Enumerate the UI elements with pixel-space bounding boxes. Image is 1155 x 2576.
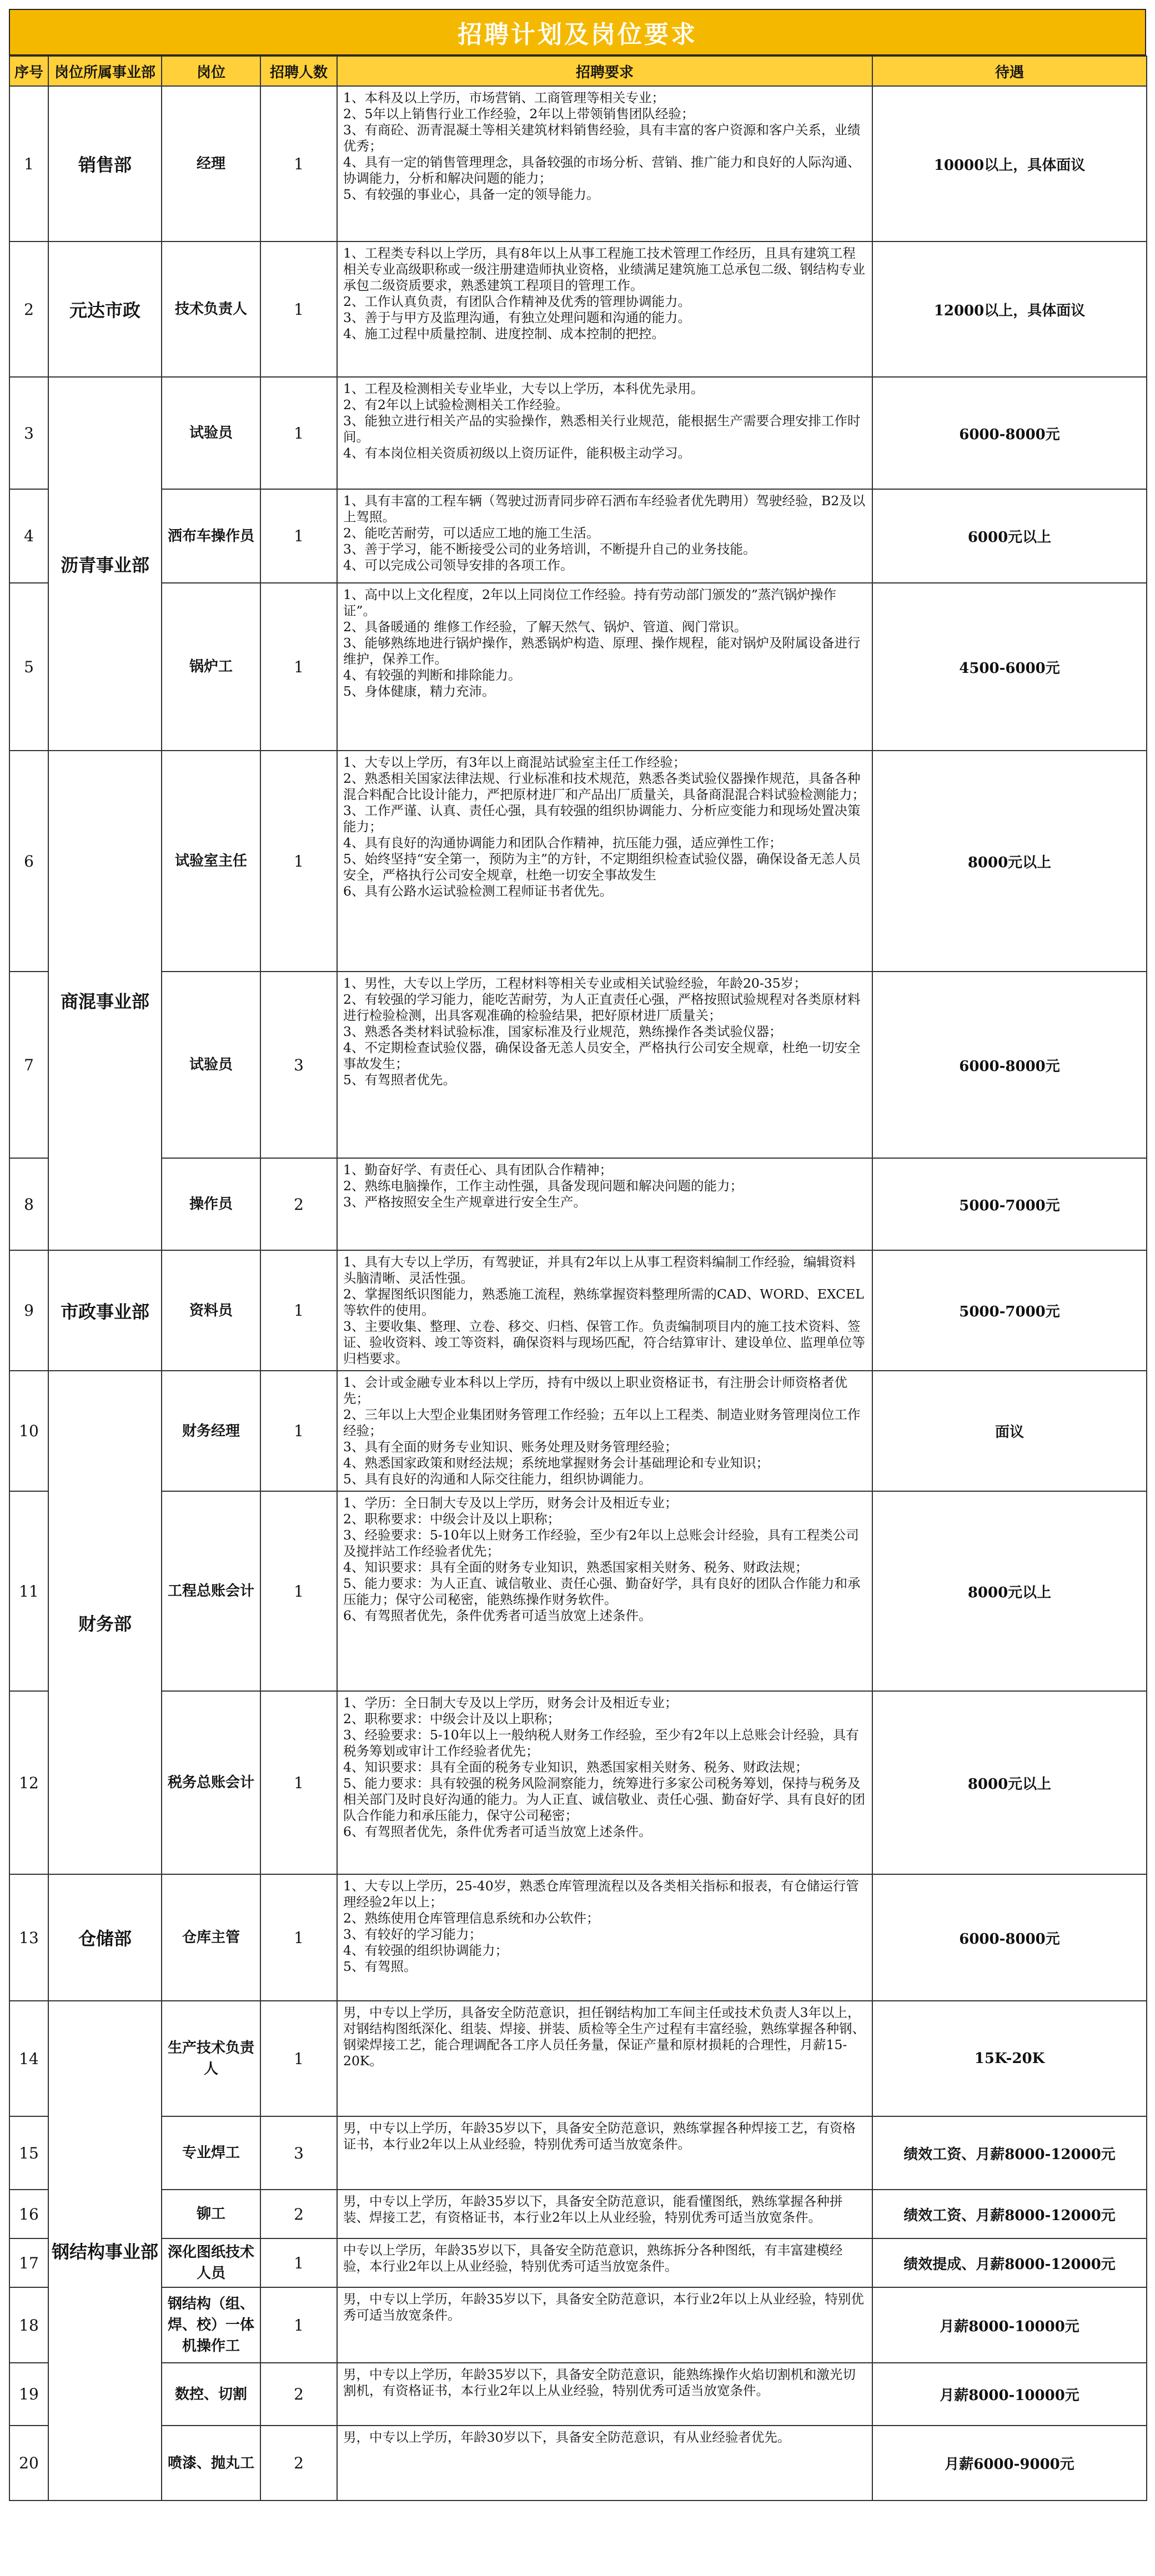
position: 经理 — [162, 86, 260, 242]
row-number: 2 — [9, 242, 48, 377]
salary: 8000元以上 — [872, 751, 1147, 972]
hiring-count: 1 — [260, 1250, 337, 1371]
row-number: 7 — [9, 972, 48, 1158]
salary: 月薪8000-10000元 — [872, 2287, 1147, 2363]
salary: 6000-8000元 — [872, 1874, 1147, 2001]
requirement-line: 5、能力要求：为人正直、诚信敬业、责任心强、勤奋好学，具有良好的团队合作能力和承压能力；保守公司秘密，能熟练操作财务软件。 — [343, 1576, 861, 1607]
hiring-count: 1 — [260, 2287, 337, 2363]
requirements — [337, 1491, 872, 1691]
recruitment-sheet — [9, 9, 1146, 2501]
requirement-line: 男，中专以上学历，年龄35岁以下，具备安全防范意识，本行业2年以上从业经验，特别优秀可适当放宽条件。 — [343, 2291, 864, 2323]
requirements — [337, 242, 872, 377]
requirement-line: 4、有本岗位相关资质初级以上资历证件，能积极主动学习。 — [343, 445, 691, 461]
position: 试验室主任 — [162, 751, 260, 972]
requirement-line: 4、有较强的组织协调能力； — [343, 1943, 508, 1958]
requirement-line: 2、三年以上大型企业集团财务管理工作经验；五年以上工程类、制造业财务管理岗位工作经验； — [343, 1407, 861, 1438]
salary: 5000-7000元 — [872, 1158, 1147, 1250]
requirement-line: 男，中专以上学历，具备安全防范意识，担任钢结构加工车间主任或技术负责人3年以上，对钢结构图纸深化、组装、焊接、拼装、质检等全生产过程有丰富经验，熟练掌握各种钢、钢梁焊接工艺，能合理调配各工序人员任务量，保证产量和原材损耗的合理性，月薪15-20K。 — [343, 2005, 865, 2069]
department: 元达市政 — [48, 242, 162, 377]
requirements — [337, 1691, 872, 1874]
requirement-line: 2、职称要求：中级会计及以上职称； — [343, 1711, 560, 1727]
requirement-line: 6、具有公路水运试验检测工程师证书者优先。 — [343, 883, 612, 899]
requirement-line: 2、有较强的学习能力，能吃苦耐劳，为人正直责任心强，严格按照试验规程对各类原材料进行检验检测，出具客观准确的检验结果，把好原材进厂质量关； — [343, 992, 861, 1023]
department: 销售部 — [48, 86, 162, 242]
requirement-line: 男，中专以上学历，年龄30岁以下，具备安全防范意识，有从业经验者优先。 — [343, 2429, 791, 2445]
requirements — [337, 377, 872, 489]
requirement-line: 2、熟练电脑操作，工作主动性强，具备发现问题和解决问题的能力； — [343, 1178, 743, 1194]
hiring-count: 3 — [260, 2116, 337, 2190]
requirement-line: 男，中专以上学历，年龄35岁以下，具备安全防范意识，能看懂图纸，熟练掌握各种拼装、焊接工艺，有资格证书，本行业2年以上从业经验，特别优秀可适当放宽条件。 — [343, 2193, 843, 2225]
hiring-count: 1 — [260, 86, 337, 242]
hiring-count: 2 — [260, 2426, 337, 2500]
requirements — [337, 2190, 872, 2238]
salary: 5000-7000元 — [872, 1250, 1147, 1371]
position: 税务总账会计 — [162, 1691, 260, 1874]
table-row — [9, 2001, 1147, 2116]
requirements — [337, 972, 872, 1158]
hiring-count: 1 — [260, 2001, 337, 2116]
row-number: 3 — [9, 377, 48, 489]
requirement-line: 1、高中以上文化程度，2年以上同岗位工作经验。持有劳动部门颁发的”蒸汽锅炉操作证”。 — [343, 587, 836, 618]
requirement-line: 5、有驾照。 — [343, 1959, 417, 1974]
department: 市政事业部 — [48, 1250, 162, 1371]
table-row — [9, 2116, 1147, 2190]
requirement-line: 中专以上学历，年龄35岁以下，具备安全防范意识，熟练拆分各种图纸，有丰富建模经验，本行业2年以上从业经验，特别优秀可适当放宽条件。 — [343, 2242, 843, 2274]
requirement-line: 2、能吃苦耐劳，可以适应工地的施工生活。 — [343, 525, 600, 541]
row-number: 9 — [9, 1250, 48, 1371]
requirement-line: 2、职称要求：中级会计及以上职称； — [343, 1511, 560, 1527]
requirement-line: 1、学历：全日制大专及以上学历，财务会计及相近专业； — [343, 1495, 678, 1511]
requirements — [337, 86, 872, 242]
requirement-line: 5、始终坚持“安全第一，预防为主”的方针，不定期组织检查试验仪器，确保设备无恙人员安全，严格执行公司安全规章，杜绝一切安全事故发生 — [343, 851, 861, 883]
requirements — [337, 1250, 872, 1371]
position: 洒布车操作员 — [162, 489, 260, 583]
requirements — [337, 2238, 872, 2287]
hiring-count: 1 — [260, 2238, 337, 2287]
requirement-line: 6、有驾照者优先，条件优秀者可适当放宽上述条件。 — [343, 1608, 652, 1623]
requirement-line: 男，中专以上学历，年龄35岁以下，具备安全防范意识，能熟练操作火焰切割机和激光切割机，有资格证书，本行业2年以上从业经验，特别优秀可适当放宽条件。 — [343, 2367, 856, 2398]
requirement-line: 2、5年以上销售行业工作经验，2年以上带领销售团队经验； — [343, 106, 695, 122]
hiring-count: 1 — [260, 1371, 337, 1491]
position: 财务经理 — [162, 1371, 260, 1491]
header-pay: 待遇 — [872, 56, 1147, 86]
requirement-line: 3、经验要求：5-10年以上财务工作经验，至少有2年以上总账会计经验，具有工程类公司及搅拌站工作经验者优先； — [343, 1527, 859, 1559]
row-number: 5 — [9, 583, 48, 751]
requirement-line: 男，中专以上学历，年龄35岁以下，具备安全防范意识，熟练掌握各种焊接工艺，有资格证书，本行业2年以上从业经验，特别优秀可适当放宽条件。 — [343, 2120, 856, 2152]
requirement-line: 2、掌握图纸识图能力，熟悉施工流程，熟练掌握资料整理所需的CAD、WORD、EXCEL等软件的使用。 — [343, 1286, 864, 1318]
salary: 月薪8000-10000元 — [872, 2363, 1147, 2426]
table-row — [9, 972, 1147, 1158]
requirement-line: 5、能力要求：具有较强的税务风险洞察能力，统筹进行多家公司税务筹划，保持与税务及相关部门及时良好沟通的能力。为人正直、诚信敬业、责任心强、勤奋好学、具有良好的团队合作能力和承压能力，保守公司秘密； — [343, 1775, 865, 1823]
requirement-line: 2、熟悉相关国家法律法规、行业标准和技术规范，熟悉各类试验仪器操作规范，具备各种混合料配合比设计能力，严把原材进厂和产品出厂质量关，具备商混混合料试验检测能力； — [343, 771, 865, 802]
table-row — [9, 242, 1147, 377]
requirements — [337, 1371, 872, 1491]
requirements — [337, 2116, 872, 2190]
position: 专业焊工 — [162, 2116, 260, 2190]
row-number: 18 — [9, 2287, 48, 2363]
position: 铆工 — [162, 2190, 260, 2238]
row-number: 17 — [9, 2238, 48, 2287]
requirement-line: 4、可以完成公司领导安排的各项工作。 — [343, 557, 574, 573]
requirement-line: 1、男性，大专以上学历，工程材料等相关专业或相关试验经验，年龄20-35岁； — [343, 975, 807, 991]
salary: 4500-6000元 — [872, 583, 1147, 751]
recruitment-table — [9, 56, 1147, 2501]
requirements — [337, 2426, 872, 2500]
salary: 绩效工资、月薪8000-12000元 — [872, 2190, 1147, 2238]
row-number: 14 — [9, 2001, 48, 2116]
row-number: 16 — [9, 2190, 48, 2238]
position: 仓库主管 — [162, 1874, 260, 2001]
salary: 绩效提成、月薪8000-12000元 — [872, 2238, 1147, 2287]
requirements — [337, 1158, 872, 1250]
requirement-line: 3、能够熟练地进行锅炉操作，熟悉锅炉构造、原理、操作规程，能对锅炉及附属设备进行维护，保养工作。 — [343, 635, 861, 667]
department: 财务部 — [48, 1371, 162, 1874]
position: 数控、切割 — [162, 2363, 260, 2426]
position: 试验员 — [162, 972, 260, 1158]
sheet-title: 招聘计划及岗位要求 — [9, 9, 1146, 56]
requirement-line: 5、有较强的事业心，具备一定的领导能力。 — [343, 187, 600, 202]
requirements — [337, 2287, 872, 2363]
salary: 15K-20K — [872, 2001, 1147, 2116]
table-row — [9, 1371, 1147, 1491]
header-requirements: 招聘要求 — [337, 56, 872, 86]
requirements — [337, 2001, 872, 2116]
salary: 6000-8000元 — [872, 972, 1147, 1158]
position: 锅炉工 — [162, 583, 260, 751]
requirement-line: 1、具有丰富的工程车辆（驾驶过沥青同步碎石洒布车经验者优先聘用）驾驶经验，B2及以上驾照。 — [343, 493, 866, 525]
table-row — [9, 86, 1147, 242]
requirements — [337, 489, 872, 583]
requirement-line: 4、有较强的判断和排除能力。 — [343, 667, 521, 683]
requirement-line: 1、工程类专科以上学历，具有8年以上从事工程施工技术管理工作经历，且具有建筑工程相关专业高级职称或一级注册建造师执业资格，业绩满足建筑施工总承包二级、钢结构专业承包二级资质要求，熟悉建筑工程项目的管理工作。 — [343, 245, 865, 293]
requirements — [337, 1874, 872, 2001]
requirement-line: 4、知识要求：具有全面的财务专业知识，熟悉国家相关财务、税务、财政法规； — [343, 1559, 808, 1575]
requirement-line: 1、工程及检测相关专业毕业，大专以上学历，本科优先录用。 — [343, 381, 704, 396]
requirement-line: 3、主要收集、整理、立卷、移交、归档、保管工作。负责编制项目内的施工技术资料、签证、验收资料、竣工等资料，确保资料与现场匹配，符合结算审计、建设单位、监理单位等归档要求。 — [343, 1319, 865, 1366]
table-row — [9, 2426, 1147, 2500]
header-row — [9, 56, 1147, 86]
requirement-line: 3、能独立进行相关产品的实验操作，熟悉相关行业规范，能根据生产需要合理安排工作时间。 — [343, 413, 861, 445]
requirement-line: 6、有驾照者优先，条件优秀者可适当放宽上述条件。 — [343, 1824, 652, 1839]
requirement-line: 4、施工过程中质量控制、进度控制、成本控制的把控。 — [343, 326, 665, 341]
salary: 6000-8000元 — [872, 377, 1147, 489]
requirement-line: 3、善于与甲方及监理沟通，有独立处理问题和沟通的能力。 — [343, 310, 691, 325]
table-row — [9, 489, 1147, 583]
requirement-line: 3、具有全面的财务专业知识、账务处理及财务管理经验； — [343, 1439, 678, 1455]
salary: 12000以上，具体面议 — [872, 242, 1147, 377]
salary: 8000元以上 — [872, 1691, 1147, 1874]
requirement-line: 4、熟悉国家政策和财经法规；系统地掌握财务会计基础理论和专业知识； — [343, 1455, 769, 1471]
row-number: 12 — [9, 1691, 48, 1874]
requirement-line: 3、经验要求：5-10年以上一般纳税人财务工作经验，至少有2年以上总账会计经验，具有税务筹划或审计工作经验者优先； — [343, 1727, 859, 1759]
table-row — [9, 1158, 1147, 1250]
department: 沥青事业部 — [48, 377, 162, 751]
table-row — [9, 1691, 1147, 1874]
row-number: 13 — [9, 1874, 48, 2001]
table-row — [9, 583, 1147, 751]
position: 钢结构（组、焊、校）一体机操作工 — [162, 2287, 260, 2363]
table-row — [9, 377, 1147, 489]
table-row — [9, 2238, 1147, 2287]
salary: 8000元以上 — [872, 1491, 1147, 1691]
hiring-count: 2 — [260, 2190, 337, 2238]
position: 生产技术负责人 — [162, 2001, 260, 2116]
header-position: 岗位 — [162, 56, 260, 86]
hiring-count: 3 — [260, 972, 337, 1158]
requirement-line: 1、大专以上学历，25-40岁，熟悉仓库管理流程以及各类相关指标和报表，有仓储运行管理经验2年以上； — [343, 1878, 859, 1910]
requirement-line: 2、工作认真负责，有团队合作精神及优秀的管理协调能力。 — [343, 294, 691, 309]
salary: 绩效工资、月薪8000-12000元 — [872, 2116, 1147, 2190]
requirement-line: 1、本科及以上学历，市场营销、工商管理等相关专业； — [343, 90, 665, 105]
department: 商混事业部 — [48, 751, 162, 1250]
table-row — [9, 1874, 1147, 2001]
requirement-line: 1、勤奋好学、有责任心、具有团队合作精神； — [343, 1162, 612, 1178]
salary: 月薪6000-9000元 — [872, 2426, 1147, 2500]
requirements — [337, 583, 872, 751]
table-row — [9, 751, 1147, 972]
hiring-count: 1 — [260, 583, 337, 751]
requirement-line: 1、学历：全日制大专及以上学历，财务会计及相近专业； — [343, 1695, 678, 1710]
row-number: 1 — [9, 86, 48, 242]
position: 深化图纸技术人员 — [162, 2238, 260, 2287]
hiring-count: 1 — [260, 751, 337, 972]
row-number: 6 — [9, 751, 48, 972]
requirement-line: 4、具有一定的销售管理理念，具备较强的市场分析、营销、推广能力和良好的人际沟通、协调能力，分析和解决问题的能力； — [343, 154, 861, 186]
header-count: 招聘人数 — [260, 56, 337, 86]
requirement-line: 1、会计或金融专业本科以上学历，持有中级以上职业资格证书，有注册会计师资格者优先； — [343, 1375, 847, 1406]
requirement-line: 3、严格按照安全生产规章进行安全生产。 — [343, 1194, 586, 1210]
row-number: 15 — [9, 2116, 48, 2190]
hiring-count: 1 — [260, 377, 337, 489]
requirement-line: 2、具备暖通的 维修工作经验，了解天然气、锅炉、管道、阀门常识。 — [343, 619, 747, 635]
requirement-line: 3、工作严谨、认真、责任心强，具有较强的组织协调能力、分析应变能力和现场处置决策能力； — [343, 803, 861, 834]
table-row — [9, 2190, 1147, 2238]
table-row — [9, 1491, 1147, 1691]
header-dept: 岗位所属事业部 — [48, 56, 162, 86]
requirement-line: 2、有2年以上试验检测相关工作经验。 — [343, 397, 569, 412]
requirement-line: 3、有商砼、沥青混凝土等相关建筑材料销售经验，具有丰富的客户资源和客户关系，业绩优秀； — [343, 122, 861, 154]
row-number: 20 — [9, 2426, 48, 2500]
requirement-line: 2、熟练使用仓库管理信息系统和办公软件； — [343, 1910, 600, 1926]
header-no: 序号 — [9, 56, 48, 86]
position: 喷漆、抛丸工 — [162, 2426, 260, 2500]
requirement-line: 1、大专以上学历，有3年以上商混站试验室主任工作经验； — [343, 754, 686, 770]
table-row — [9, 2287, 1147, 2363]
requirement-line: 4、具有良好的沟通协调能力和团队合作精神，抗压能力强，适应弹性工作； — [343, 835, 782, 851]
row-number: 10 — [9, 1371, 48, 1491]
hiring-count: 1 — [260, 1691, 337, 1874]
requirement-line: 5、具有良好的沟通和人际交往能力，组织协调能力。 — [343, 1471, 652, 1487]
hiring-count: 1 — [260, 1874, 337, 2001]
requirement-line: 4、知识要求：具有全面的税务专业知识，熟悉国家相关财务、税务、财政法规； — [343, 1759, 808, 1775]
requirement-line: 5、有驾照者优先。 — [343, 1072, 456, 1088]
row-number: 8 — [9, 1158, 48, 1250]
requirement-line: 3、熟悉各类材料试验标准，国家标准及行业规范，熟练操作各类试验仪器； — [343, 1024, 782, 1039]
position: 试验员 — [162, 377, 260, 489]
table-row — [9, 2363, 1147, 2426]
position: 操作员 — [162, 1158, 260, 1250]
hiring-count: 2 — [260, 1158, 337, 1250]
department: 钢结构事业部 — [48, 2001, 162, 2500]
salary: 10000以上，具体面议 — [872, 86, 1147, 242]
row-number: 4 — [9, 489, 48, 583]
requirements — [337, 2363, 872, 2426]
hiring-count: 1 — [260, 489, 337, 583]
row-number: 19 — [9, 2363, 48, 2426]
hiring-count: 1 — [260, 1491, 337, 1691]
salary: 面议 — [872, 1371, 1147, 1491]
requirement-line: 5、身体健康，精力充沛。 — [343, 683, 495, 699]
requirement-line: 3、善于学习，能不断接受公司的业务培训，不断提升自己的业务技能。 — [343, 541, 756, 557]
salary: 6000元以上 — [872, 489, 1147, 583]
position: 工程总账会计 — [162, 1491, 260, 1691]
table-row — [9, 1250, 1147, 1371]
hiring-count: 2 — [260, 2363, 337, 2426]
row-number: 11 — [9, 1491, 48, 1691]
position: 资料员 — [162, 1250, 260, 1371]
requirement-line: 4、不定期检查试验仪器，确保设备无恙人员安全，严格执行公司安全规章，杜绝一切安全事故发生； — [343, 1040, 861, 1071]
position: 技术负责人 — [162, 242, 260, 377]
department: 仓储部 — [48, 1874, 162, 2001]
requirement-line: 3、有较好的学习能力； — [343, 1926, 482, 1942]
requirements — [337, 751, 872, 972]
requirement-line: 1、具有大专以上学历，有驾驶证，并具有2年以上从事工程资料编制工作经验，编辑资料头脑清晰、灵活性强。 — [343, 1254, 856, 1286]
hiring-count: 1 — [260, 242, 337, 377]
